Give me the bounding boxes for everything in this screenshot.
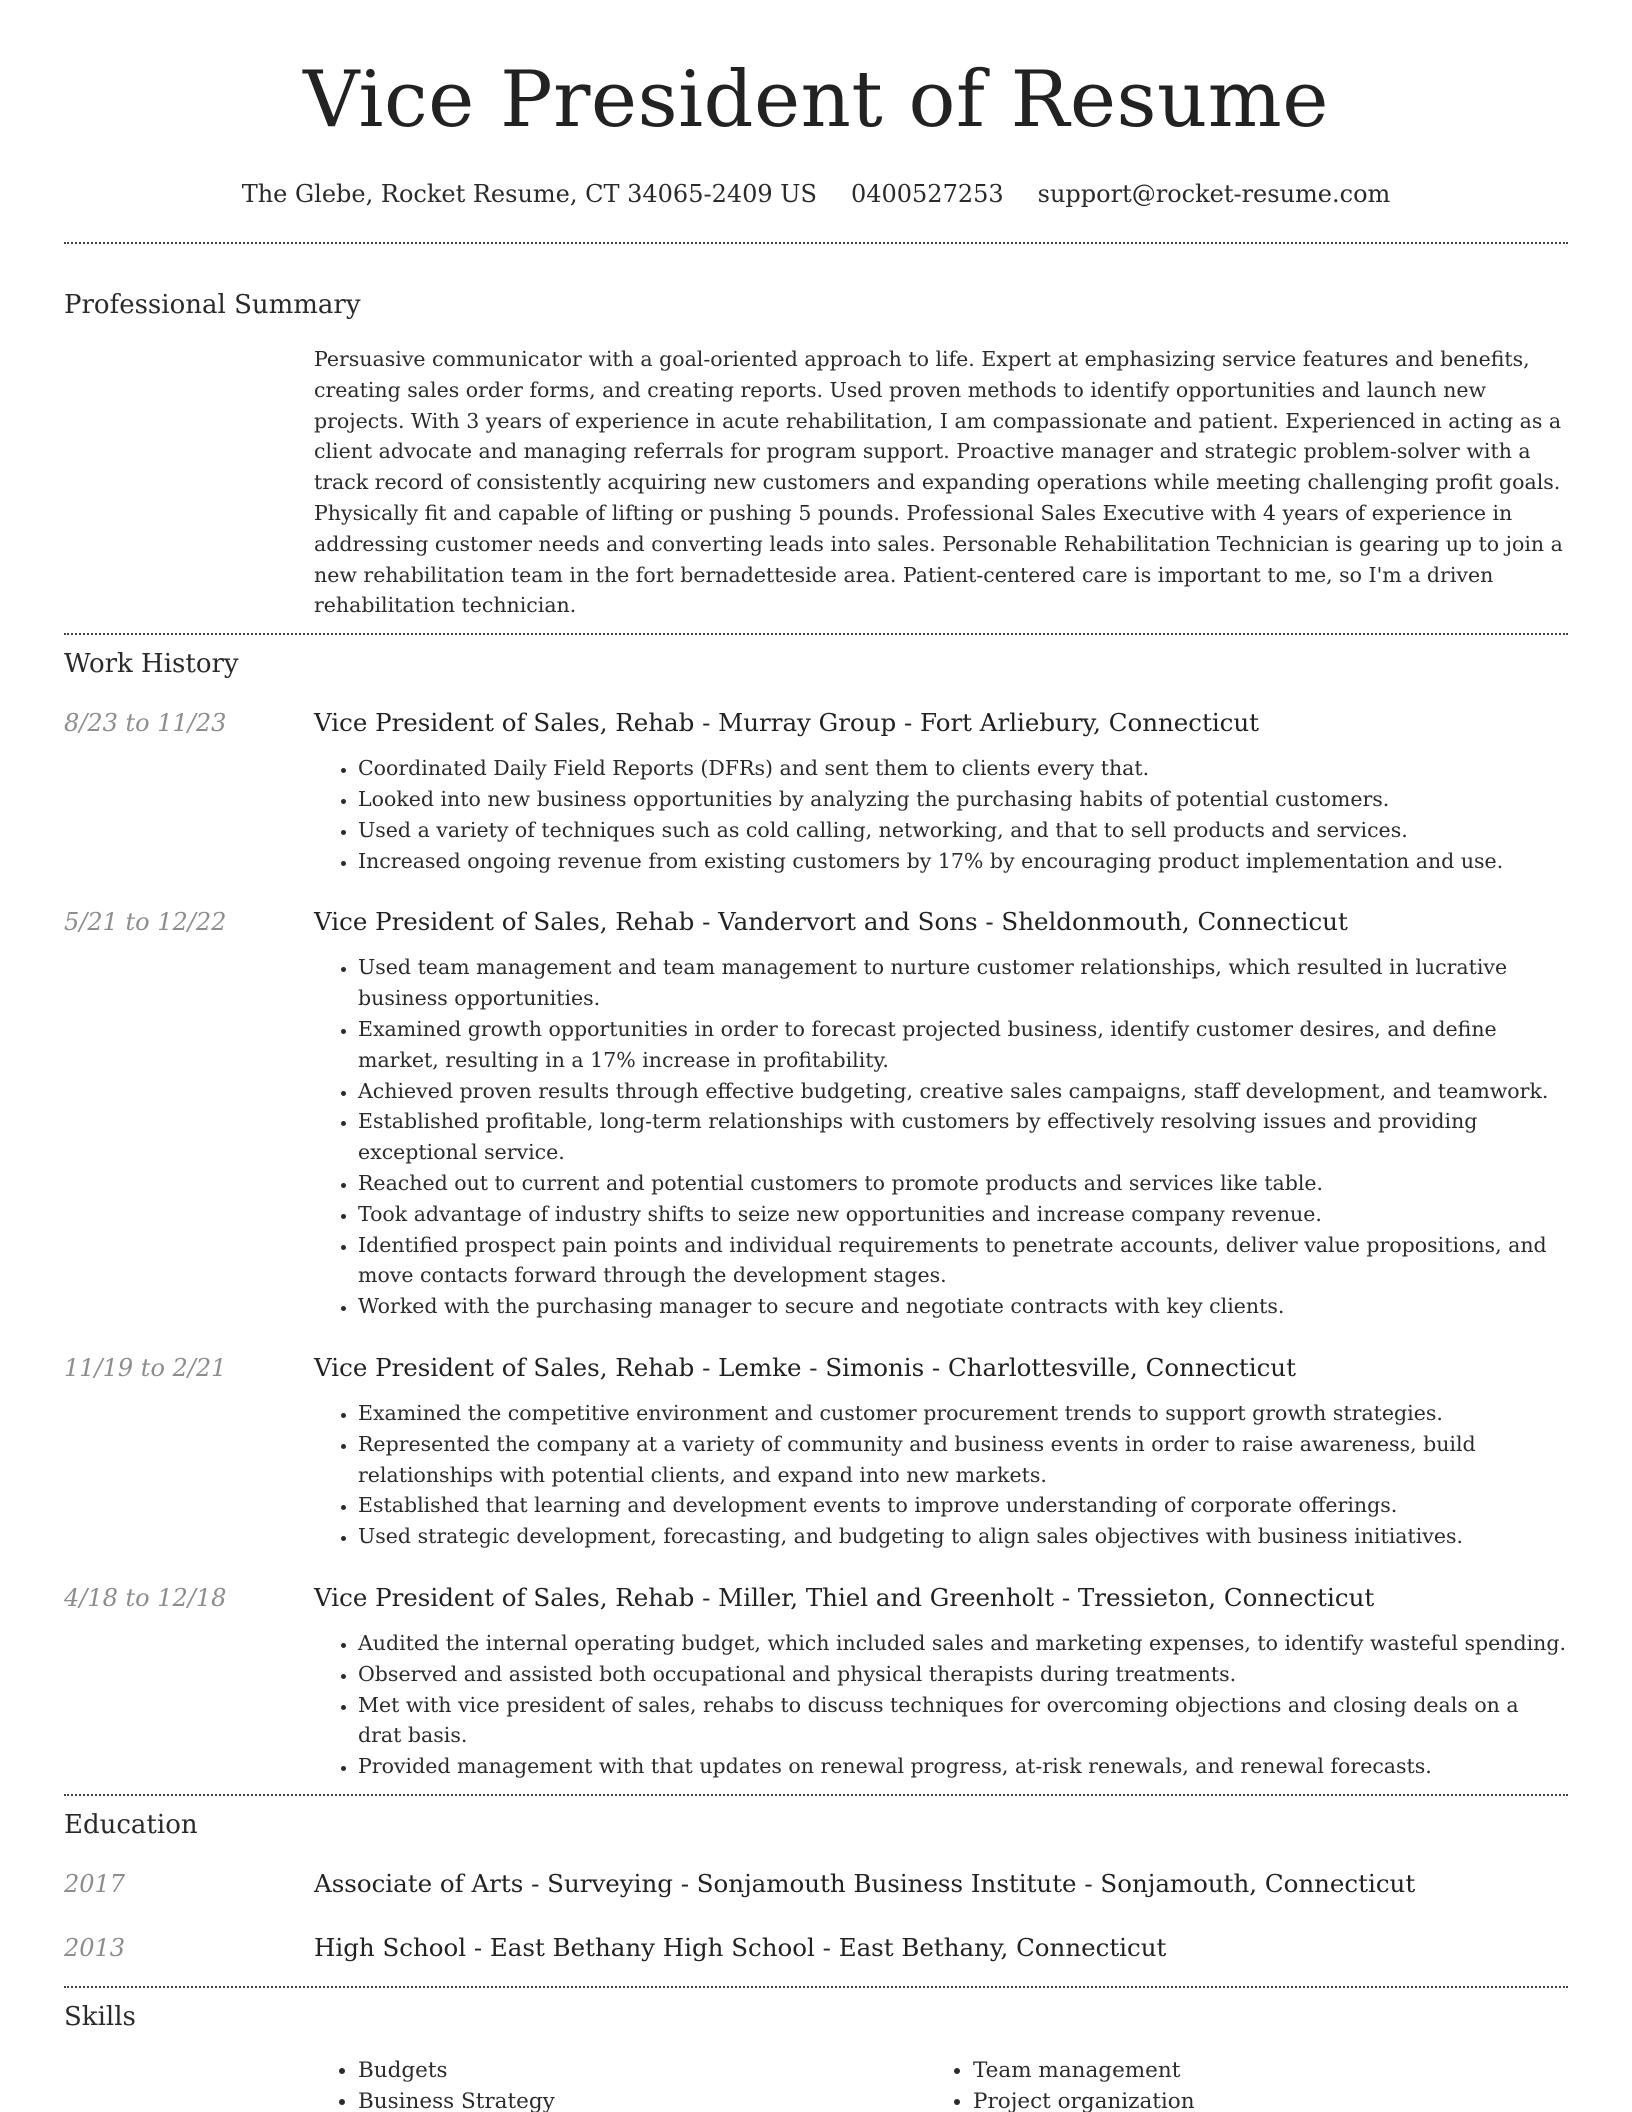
job-title: Vice President of Sales, Rehab - Miller, Thiel and Greenholt - Tressieton, Connecticut <box>314 1582 1375 1612</box>
job-bullet: • Represented the company at a variety of community and business events in order to raise awareness, build relationships with potential clients, and expand into new markets. <box>358 1429 1568 1491</box>
job-bullet: • Provided management with that updates on renewal progress, at-risk renewals, and renewal forecasts. <box>358 1751 1568 1782</box>
job-bullet: • Achieved proven results through effective budgeting, creative sales campaigns, staff development, and teamwork. <box>358 1076 1568 1107</box>
education-date: 2017 <box>64 1869 126 1898</box>
job-title: Vice President of Sales, Rehab - Vandervort and Sons - Sheldonmouth, Connecticut <box>314 907 1348 937</box>
job-bullet: • Used a variety of techniques such as cold calling, networking, and that to sell products and services. <box>358 815 1568 846</box>
contact-email: support@rocket-resume.com <box>1037 180 1391 208</box>
job-entry <box>64 1582 1568 1782</box>
skill-item: • Budgets <box>358 2056 929 2087</box>
job-bullets <box>314 753 1568 876</box>
job-bullet: • Audited the internal operating budget, which included sales and marketing expenses, to identify wasteful spending. <box>358 1628 1568 1659</box>
job-bullet: • Identified prospect pain points and individual requirements to penetrate accounts, deliver value propositions, and move contacts forward through the development stages. <box>358 1230 1568 1292</box>
skills-grid <box>314 2056 1568 2112</box>
job-entry <box>64 1352 1568 1552</box>
job-bullets <box>314 952 1568 1322</box>
section-title-summary: Professional Summary <box>64 290 361 320</box>
section-title-education: Education <box>64 1809 198 1840</box>
job-bullets <box>314 1398 1568 1552</box>
job-bullet: • Used strategic development, forecasting, and budgeting to align sales objectives with business initiatives. <box>358 1521 1568 1552</box>
education-date: 2013 <box>64 1933 126 1962</box>
education-title: Associate of Arts - Surveying - Sonjamouth Business Institute - Sonjamouth, Connecticut <box>314 1868 1416 1898</box>
job-bullet: • Reached out to current and potential customers to promote products and services like table. <box>358 1168 1568 1199</box>
job-bullet: • Worked with the purchasing manager to secure and negotiate contracts with key clients. <box>358 1291 1568 1322</box>
education-entry <box>64 1868 1568 1900</box>
resume-name: Vice President of Resume <box>303 55 1329 145</box>
job-date: 8/23 to 11/23 <box>64 709 227 738</box>
skill-item: • Team management <box>973 2056 1544 2087</box>
section-title-work: Work History <box>64 649 239 680</box>
job-bullet: • Coordinated Daily Field Reports (DFRs) and sent them to clients every that. <box>358 753 1568 784</box>
job-entry <box>64 906 1568 1322</box>
job-bullet: • Established that learning and development events to improve understanding of corporate offerings. <box>358 1490 1568 1521</box>
job-bullet: • Examined the competitive environment and customer procurement trends to support growth strategies. <box>358 1398 1568 1429</box>
skill-item: • Business Strategy <box>358 2087 929 2112</box>
job-entry <box>64 707 1568 876</box>
contact-line <box>64 178 1568 210</box>
job-bullet: • Examined growth opportunities in order to forecast projected business, identify customer desires, and define market, resulting in a 17% increase in profitability. <box>358 1014 1568 1076</box>
contact-phone: 0400527253 <box>850 180 1004 208</box>
job-bullet: • Observed and assisted both occupational and physical therapists during treatments. <box>358 1659 1568 1690</box>
job-date: 11/19 to 2/21 <box>64 1353 227 1382</box>
skill-item: • Project organization <box>973 2087 1544 2112</box>
skills-section <box>64 1988 1568 2112</box>
work-history-section <box>64 635 1568 1782</box>
job-bullet: • Took advantage of industry shifts to seize new opportunities and increase company revenue. <box>358 1199 1568 1230</box>
job-title: Vice President of Sales, Rehab - Murray Group - Fort Arliebury, Connecticut <box>314 708 1259 738</box>
job-bullet: • Looked into new business opportunities by analyzing the purchasing habits of potential customers. <box>358 784 1568 815</box>
education-title: High School - East Bethany High School - East Bethany, Connecticut <box>314 1932 1167 1962</box>
job-bullet: • Established profitable, long-term relationships with customers by effectively resolving issues and providing exceptional service. <box>358 1106 1568 1168</box>
contact-address: The Glebe, Rocket Resume, CT 34065-2409 US <box>241 180 817 208</box>
section-title-skills: Skills <box>64 2001 136 2032</box>
summary-section <box>64 244 1568 621</box>
job-bullet: • Increased ongoing revenue from existing customers by 17% by encouraging product implementation and use. <box>358 846 1568 877</box>
summary-text: Persuasive communicator with a goal-oriented approach to life. Expert at emphasizing service features and benefits, creating sales order forms, and creating reports. Used proven methods to identify opportunities and launch new projects. With 3 years of experience in acute rehabilitation, I am compassionate and patient. Experienced in acting as a client advocate and managing referrals for program support. Proactive manager and strategic problem-solver with a track record of consistently acquiring new customers and expanding operations while meeting challenging profit goals. Physically fit and capable of lifting or pushing 5 pounds. Professional Sales Executive with 4 years of experience in addressing customer needs and converting leads into sales. Personable Rehabilitation Technician is gearing up to join a new rehabilitation team in the fort bernadetteside area. Patient-centered care is important to me, so I'm a driven rehabilitation technician. <box>314 347 1563 618</box>
job-bullet: • Used team management and team management to nurture customer relationships, which resulted in lucrative business opportunities. <box>358 952 1568 1014</box>
education-entry <box>64 1932 1568 1964</box>
job-bullets <box>314 1628 1568 1782</box>
education-section <box>64 1796 1568 1964</box>
skills-column-left <box>314 2056 929 2112</box>
job-bullet: • Met with vice president of sales, rehabs to discuss techniques for overcoming objections and closing deals on a drat basis. <box>358 1690 1568 1752</box>
job-title: Vice President of Sales, Rehab - Lemke - Simonis - Charlottesville, Connecticut <box>314 1352 1296 1382</box>
job-date: 5/21 to 12/22 <box>64 908 227 937</box>
job-date: 4/18 to 12/18 <box>64 1583 227 1612</box>
skills-column-right <box>929 2056 1544 2112</box>
